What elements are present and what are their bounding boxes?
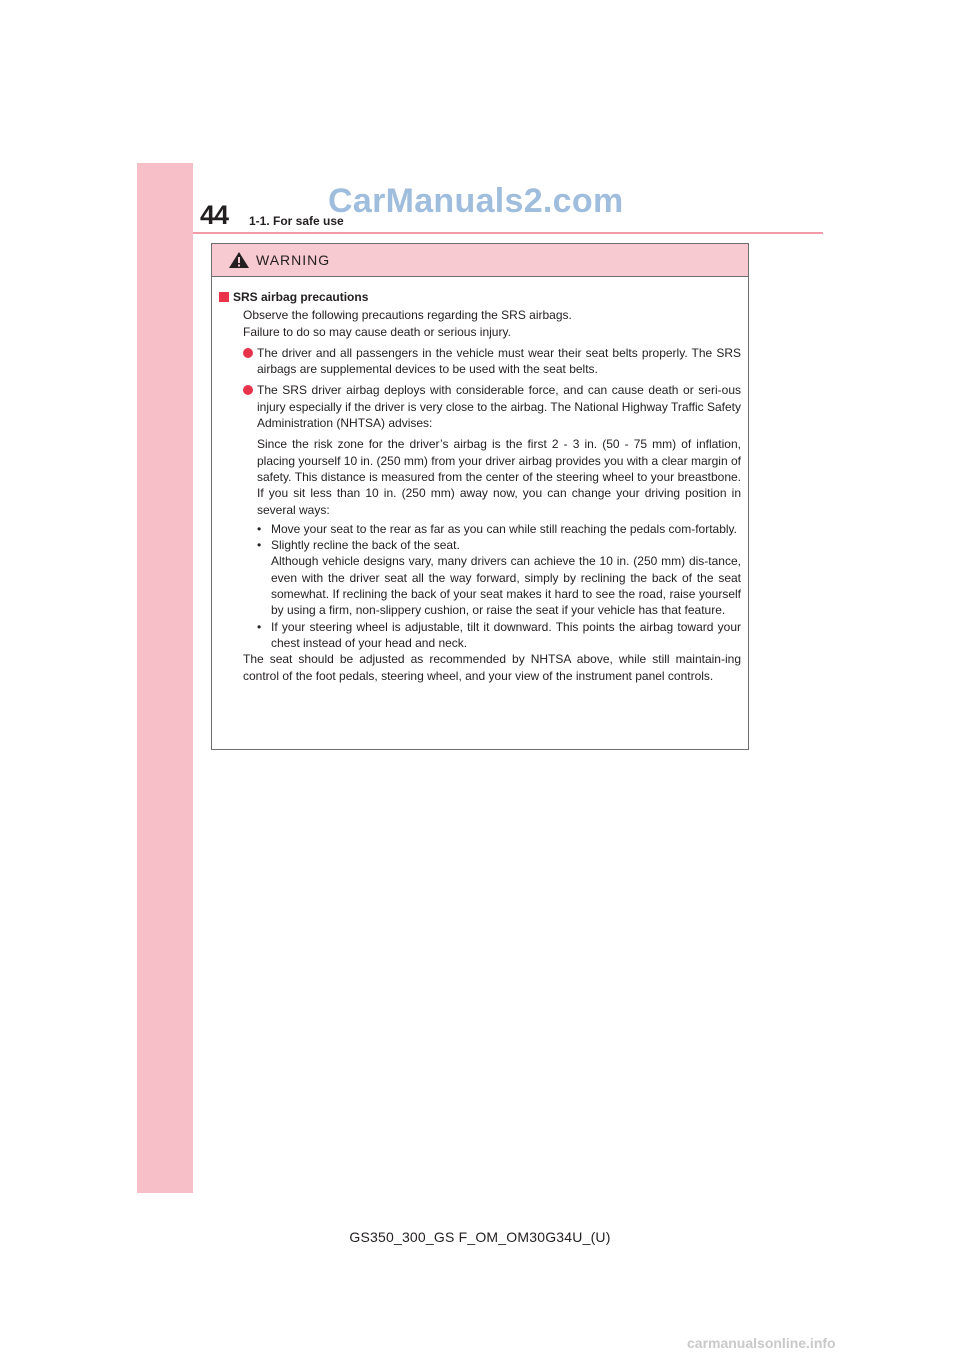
sub-item-text: Move your seat to the rear as far as you can while still reaching the pedals com-fortably. xyxy=(271,521,738,536)
page-number: 44 xyxy=(200,200,229,230)
warning-header xyxy=(212,244,748,277)
bullet-text: The driver and all passengers in the vehicle must wear their seat belts properly. The SRS airbags are supplemental devices to be used with the seat belts. xyxy=(257,345,741,377)
list-item xyxy=(243,382,741,431)
sub-bullet-marker: • xyxy=(257,521,262,536)
header-rule xyxy=(193,232,823,234)
square-bullet-icon xyxy=(219,292,229,302)
sub-item-detail: Although vehicle designs vary, many drivers can achieve the 10 in. (250 mm) dis-tance, even with the driver seat all the way forward, simply by reclining the back of the seat somewhat. If reclining the back of your seat makes it hard to see the road, raise yourself by using a firm, non-slippery cushion, or raise the seat if your vehicle has that feature. xyxy=(271,554,741,618)
footer-watermark: carmanualsonline.info xyxy=(687,1335,836,1351)
section-title: 1-1. For safe use xyxy=(249,214,344,228)
warning-box xyxy=(211,243,749,750)
warning-triangle-icon xyxy=(228,251,250,269)
nhtsa-advice: Since the risk zone for the driver’s airbag is the first 2 - 3 in. (50 - 75 mm) of inflation, placing yourself 10 in. (250 mm) from your driver airbag provides you with a clear margin of safety. This distance is measured from the center of the steering wheel to your breastbone. If you sit less than 10 in. (250 mm) away now, you can change your driving position in several ways: xyxy=(257,437,741,517)
warning-label: WARNING xyxy=(256,252,331,268)
side-color-bar xyxy=(137,163,193,1193)
watermark-logo: CarManuals2.com xyxy=(328,182,624,220)
intro-line-1: Observe the following precautions regarding the SRS airbags. xyxy=(243,308,572,323)
precautions-heading xyxy=(219,289,741,305)
circle-bullet-icon xyxy=(243,385,253,395)
sub-item-text: Slightly recline the back of the seat. xyxy=(271,538,460,553)
sub-bullet-marker: • xyxy=(257,619,262,634)
sub-list-item xyxy=(257,537,741,553)
sub-item-text: If your steering wheel is adjustable, tilt it downward. This points the airbag toward your chest instead of your head and neck. xyxy=(271,619,741,650)
bullet-text: The SRS driver airbag deploys with considerable force, and can cause death or seri-ous injury especially if the driver is very close to the airbag. The National Highway Traffic Safety Administration (NHTSA) advises: xyxy=(257,383,741,431)
warning-body xyxy=(212,277,748,684)
circle-bullet-icon xyxy=(243,348,253,358)
heading-text: SRS airbag precautions xyxy=(233,290,369,304)
closing-paragraph: The seat should be adjusted as recommended by NHTSA above, while still maintain-ing control of the foot pedals, steering wheel, and your view of the instrument panel controls. xyxy=(243,652,741,683)
sub-list-item xyxy=(257,521,741,537)
list-item xyxy=(243,345,741,378)
sub-list-item xyxy=(257,619,741,652)
sub-list xyxy=(257,521,741,651)
intro-line-2: Failure to do so may cause death or serious injury. xyxy=(243,324,511,339)
sub-bullet-marker: • xyxy=(257,538,262,553)
footer-doc-code: GS350_300_GS F_OM_OM30G34U_(U) xyxy=(349,1229,611,1245)
